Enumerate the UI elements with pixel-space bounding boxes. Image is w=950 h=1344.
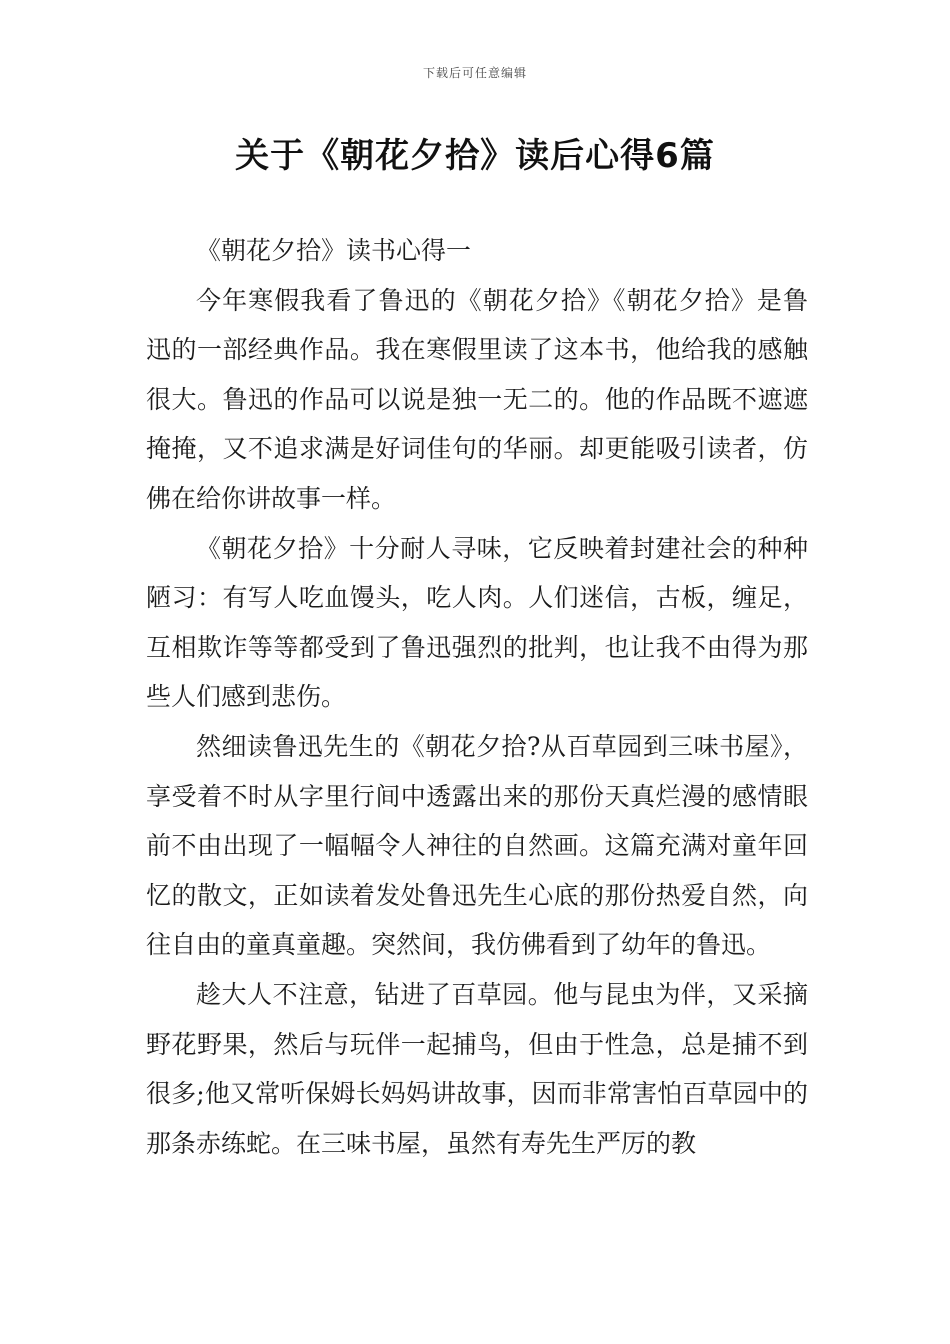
body-paragraph: 然细读鲁迅先生的《朝花夕拾?从百草园到三味书屋》，享受着不时从字里行间中透露出来的那份天真烂漫的感情眼前不由出现了一幅幅令人神往的自然画。这篇充满对童年回忆的散文，正如读着发处鲁迅先生心底的那份热爱自然，向往自由的童真童趣。突然间，我仿佛看到了幼年的鲁迅。 <box>146 731 808 960</box>
header-note: 下载后可任意编辑 <box>422 66 527 80</box>
body-paragraph: 今年寒假我看了鲁迅的《朝花夕拾》《朝花夕拾》是鲁迅的一部经典作品。我在寒假里读了这本书，他给我的感触很大。鲁迅的作品可以说是独一无二的。他的作品既不遮遮掩掩，又不追求满是好词佳句的华丽。却更能吸引读者，仿佛在给你讲故事一样。 <box>146 285 808 513</box>
body-paragraph: 趁大人不注意，钻进了百草园。他与昆虫为伴，又采摘野花野果，然后与玩伴一起捕鸟，但由于性急，总是捕不到很多;他又常听保姆长妈妈讲故事，因而非常害怕百草园中的那条赤练蛇。在三味书屋，虽然有寿先生严厉的教 <box>146 979 808 1158</box>
body-paragraph: 《朝花夕拾》十分耐人寻味，它反映着封建社会的种种陋习：有写人吃血馒头，吃人肉。人们迷信，古板，缠足，互相欺诈等等都受到了鲁迅强烈的批判，也让我不由得为那些人们感到悲伤。 <box>146 533 808 712</box>
document-title: 关于《朝花夕拾》读后心得6篇 <box>235 136 715 176</box>
section-heading: 《朝花夕拾》读书心得一 <box>196 236 472 265</box>
document-body <box>146 226 808 1168</box>
